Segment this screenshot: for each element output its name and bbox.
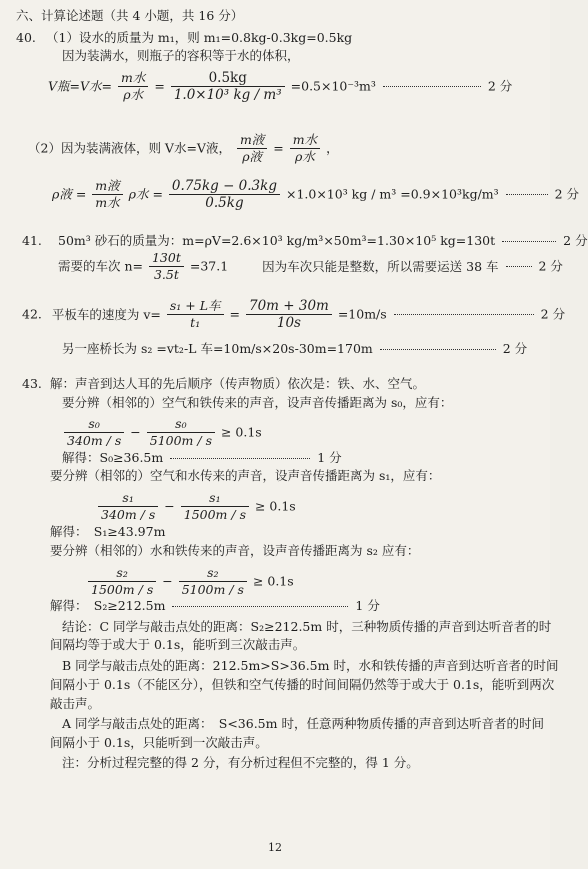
q42-line2-score: 2 分 (502, 341, 528, 356)
q40-volume-frac2-den: 1.0×10³ kg / m³ (173, 87, 282, 103)
q40-part2-frac2 (290, 132, 320, 165)
q42-number: 42. (22, 306, 42, 322)
q40-volume-frac2 (171, 70, 285, 103)
q40-density-equation (52, 178, 579, 211)
q42-bridge-text: 另一座桥长为 s₂ =vt₂-L 车=10m/s×20s-30m=170m (62, 341, 373, 356)
q43-b-frac1 (98, 490, 158, 523)
q40-density-frac1-num: m液 (92, 178, 122, 195)
q43-c-frac1 (88, 565, 156, 598)
leader-dots (380, 349, 496, 350)
q40-volume-frac2-num: 0.5kg (171, 70, 285, 87)
q40-volume-frac1-den: ρ水 (123, 87, 144, 102)
page-number: 12 (268, 841, 282, 854)
q43-b-frac1-num: s₁ (98, 490, 158, 507)
q40-density-frac1-den: m水 (95, 195, 120, 210)
q43-c-ineq: ≥ 0.1s (252, 573, 294, 589)
leader-dots (506, 194, 548, 195)
q42-line1-score: 2 分 (540, 306, 566, 322)
q43-scoring-note: 注：分析过程完整的得 2 分，有分析过程但不完整的，得 1 分。 (62, 755, 419, 770)
q42-speed-frac1-num: s₁ + L车 (167, 298, 224, 315)
q40-density-frac2 (169, 178, 280, 211)
q40-density-result: ×1.0×10³ kg / m³ =0.9×10³kg/m³ (285, 186, 499, 202)
q43-a-frac1 (64, 416, 124, 449)
q41-trips-frac (149, 250, 184, 283)
q43-c-solve: 解得： S₂≥212.5m (50, 598, 166, 613)
q43-c-minus: − (162, 573, 173, 589)
q43-case-b-text: 要分辨（相邻的）空气和水传来的声音，设声音传播距离为 s₁，应有： (50, 468, 441, 483)
q43-c-frac2-den: 5100m / s (181, 582, 244, 597)
q43-conclusion-1a: 结论：C 同学与敲击点处的距离：S₂≥212.5m 时，三种物质传播的声音到达听音者的时 (62, 619, 552, 634)
q43-conclusion-2b: 间隔小于 0.1s（不能区分），但铁和空气传播的时间间隔仍然等于或大于 0.1s，能听到两次 (50, 677, 555, 692)
q40-density-frac2-num: 0.75kg − 0.3kg (169, 178, 280, 195)
q43-conclusion-3a: A 同学与敲击点处的距离： S<36.5m 时，任意两种物质传播的声音到达听音者的时间 (62, 716, 544, 731)
q41-trips-reason: 因为车次只能是整数，所以需要运送 38 车 (262, 258, 499, 274)
q43-b-frac1-den: 340m / s (101, 507, 156, 522)
q43-a-frac2-num: s₀ (147, 416, 215, 433)
q43-c-score: 1 分 (355, 598, 380, 613)
q41-line2-score: 2 分 (538, 258, 563, 274)
q43-b-frac2 (181, 490, 249, 523)
q41-trips-pre: 需要的车次 n= (58, 258, 143, 274)
q43-b-ineq: ≥ 0.1s (254, 498, 296, 514)
leader-dots (172, 606, 348, 607)
q42-speed-pre: 平板车的速度为 v= (51, 306, 161, 322)
q43-conclusion-3b: 间隔小于 0.1s，只能听到一次敲击声。 (50, 735, 268, 750)
leader-dots (506, 266, 532, 267)
q40-number: 40. (16, 30, 36, 45)
q43-case-a-text: 要分辨（相邻的）空气和铁传来的声音，设声音传播距离为 s₀，应有： (62, 395, 453, 410)
q40-density-score: 2 分 (554, 186, 580, 202)
q40-part1-line1: （1）设水的质量为 m₁，则 m₁=0.8kg-0.3kg=0.5kg (46, 30, 353, 45)
q41-number: 41. (22, 233, 42, 248)
leader-dots (394, 314, 534, 315)
q40-volume-result: =0.5×10⁻³m³ (290, 78, 376, 94)
q41-trips-post: =37.1 (189, 258, 229, 274)
q42-line2 (62, 341, 527, 357)
q43-a-score: 1 分 (317, 450, 342, 465)
q40-volume-frac1-num: m水 (118, 70, 148, 87)
q43-a-minus: − (130, 424, 141, 440)
q43-b-minus: − (164, 498, 175, 514)
q41-line1-score: 2 分 (563, 233, 588, 248)
q40-part2-frac2-den: ρ水 (295, 149, 315, 164)
q40-density-mid: ρ水 = (128, 186, 163, 202)
q42-speed-frac2-num: 70m + 30m (246, 298, 332, 315)
q43-case-b-inequality (96, 490, 296, 523)
q43-c-frac2-num: s₂ (179, 565, 247, 582)
q40-volume-frac1 (118, 70, 148, 103)
q43-a-frac1-den: 340m / s (67, 433, 122, 448)
q43-a-ineq: ≥ 0.1s (220, 424, 262, 440)
q42-speed-frac2 (246, 298, 332, 331)
q43-a-frac2 (147, 416, 215, 449)
q40-part2-frac2-num: m水 (290, 132, 320, 149)
q40-part2-comma: ， (326, 140, 339, 156)
q41-trips-num: 130t (149, 250, 184, 267)
q40-part2-text: （2）因为装满液体，则 V水=V液， (28, 140, 231, 156)
q43-b-frac2-den: 1500m / s (183, 507, 246, 522)
q42-line1 (22, 298, 565, 331)
q41-mass-text: 50m³ 砂石的质量为：m=ρV=2.6×10³ kg/m³×50m³=1.30×10⁵ kg=130t (58, 233, 496, 248)
q43-conclusion-2a: B 同学与敲击点处的距离：212.5m>S>36.5m 时，水和铁传播的声音到达听音者的时间 (62, 658, 559, 673)
q40-part2-eq: = (273, 140, 284, 156)
q43-case-c-inequality (86, 565, 294, 598)
q42-speed-post: =10m/s (337, 306, 387, 322)
q40-part2-frac1-den: ρ液 (242, 149, 263, 164)
q43-number: 43. (22, 376, 42, 391)
q43-case-a-solve-line (62, 450, 342, 466)
q42-speed-frac1 (167, 298, 224, 331)
q43-a-solve: 解得：S₀≥36.5m (62, 450, 164, 465)
q40-part2-frac1-num: m液 (237, 132, 267, 149)
q43-case-c-text: 要分辨（相邻的）水和铁传来的声音，设声音传播距离为 s₂ 应有： (50, 543, 420, 558)
q41-line1 (58, 233, 588, 249)
section-title: 六、计算论述题（共 4 小题，共 16 分） (16, 8, 244, 23)
q43-b-frac2-num: s₁ (181, 490, 249, 507)
q41-line2 (58, 250, 563, 283)
q40-volume-score: 2 分 (487, 78, 513, 94)
q43-intro: 解：声音到达人耳的先后顺序（传声物质）依次是：铁、水、空气。 (50, 376, 426, 391)
q43-a-frac2-den: 5100m / s (149, 433, 212, 448)
q40-volume-lhs: V瓶=V水= (48, 78, 113, 94)
q43-a-frac1-num: s₀ (64, 416, 124, 433)
q43-c-frac2 (179, 565, 247, 598)
q42-speed-frac2-den: 10s (276, 315, 301, 331)
q40-density-frac2-den: 0.5kg (205, 195, 244, 211)
q43-b-solve: 解得： S₁≥43.97m (50, 524, 166, 539)
leader-dots (502, 241, 556, 242)
q40-part2-line (28, 132, 339, 165)
q40-volume-equation (48, 70, 512, 103)
q43-c-frac1-den: 1500m / s (91, 582, 154, 597)
q42-speed-eq: = (229, 306, 240, 322)
q40-density-lhs: ρ液 = (52, 186, 87, 202)
q42-speed-frac1-den: t₁ (190, 315, 201, 330)
leader-dots (383, 86, 481, 87)
q40-part2-frac1 (237, 132, 267, 165)
q40-part1-line2: 因为装满水，则瓶子的容积等于水的体积， (62, 48, 300, 63)
leader-dots (170, 458, 310, 459)
q43-case-a-inequality (62, 416, 262, 449)
q43-case-c-solve-line (50, 598, 380, 614)
q43-conclusion-2c: 敲击声。 (50, 696, 101, 711)
q43-c-frac1-num: s₂ (88, 565, 156, 582)
q43-conclusion-1b: 间隔均等于或大于 0.1s，能听到三次敲击声。 (50, 637, 306, 652)
q40-density-frac1 (92, 178, 122, 211)
q40-volume-eq: = (154, 78, 165, 94)
q41-trips-den: 3.5t (153, 267, 179, 282)
